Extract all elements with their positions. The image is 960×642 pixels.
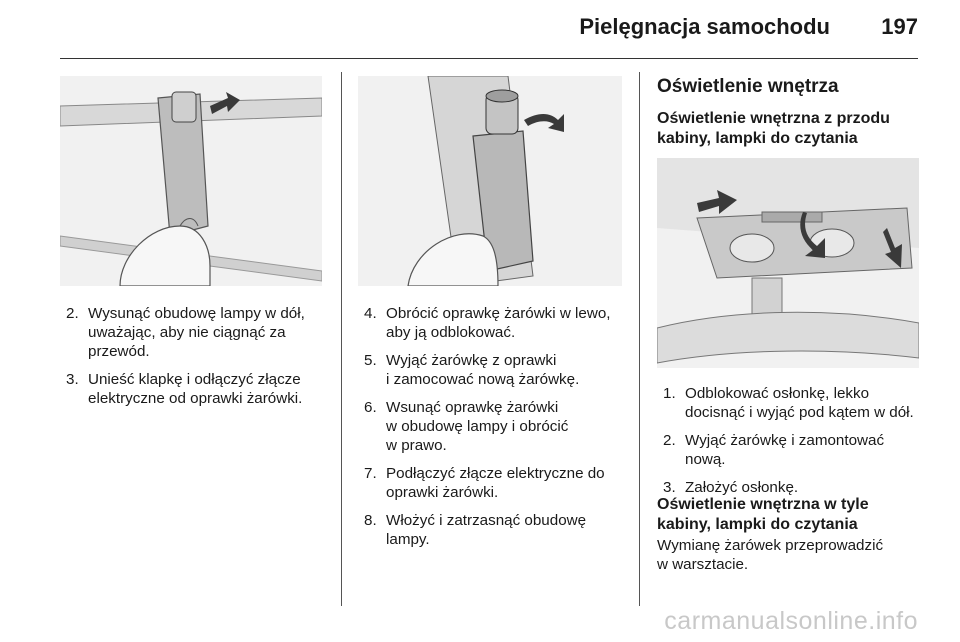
step-text-line: Podłączyć złącze elektryczne do	[386, 465, 605, 482]
step-text-line: Wyjąć żarówkę z oprawki	[386, 352, 557, 369]
step-number: 3.	[66, 371, 79, 388]
step-text-line: w obudowę lampy i obrócić	[386, 418, 569, 435]
step-item	[358, 511, 640, 549]
step-number: 4.	[364, 305, 377, 322]
step-item	[358, 351, 640, 389]
step-text-line: Wsunąć oprawkę żarówki	[386, 399, 559, 416]
step-item	[657, 431, 947, 469]
rear-lights-text	[657, 536, 883, 574]
step-number: 6.	[364, 399, 377, 416]
step-text-line: Włożyć i zatrzasnąć obudowę	[386, 512, 587, 529]
step-item	[60, 304, 342, 361]
step-item	[657, 384, 947, 422]
step-number: 2.	[66, 305, 79, 322]
step-number: 8.	[364, 512, 377, 529]
step-text-line: Założyć osłonkę.	[685, 479, 799, 496]
step-text-line: nową.	[685, 451, 726, 468]
step-text-line: Obrócić oprawkę żarówki w lewo,	[386, 305, 611, 322]
step-item	[60, 370, 342, 408]
step-number: 7.	[364, 465, 377, 482]
page-number: 197	[881, 14, 918, 39]
step-item	[358, 398, 640, 455]
text-line: Wymianę żarówek przeprowadzić	[657, 537, 884, 554]
header-divider	[60, 58, 918, 59]
figure-bulb-socket-rotation	[358, 76, 622, 286]
section-title: Oświetlenie wnętrza	[657, 76, 839, 97]
step-item	[358, 464, 640, 502]
step-text-line: i zamocować nową żarówkę.	[386, 371, 580, 388]
heading-line: Oświetlenie wnętrzna w tyle	[657, 496, 869, 513]
figure-lamp-housing-removal	[60, 76, 322, 286]
page-title: Pielęgnacja samochodu	[579, 14, 830, 39]
steps-column-1	[60, 304, 342, 417]
step-text-line: przewód.	[88, 343, 150, 360]
step-text-line: Wyjąć żarówkę i zamontować	[685, 432, 885, 449]
steps-column-3	[657, 384, 947, 506]
steps-column-2	[358, 304, 640, 558]
step-text-line: elektryczne od oprawki żarówki.	[88, 390, 303, 407]
step-text-line: uważając, aby nie ciągnąć za	[88, 324, 286, 341]
step-text-line: w prawo.	[386, 437, 447, 454]
step-text-line: aby ją odblokować.	[386, 324, 516, 341]
rear-lights-heading	[657, 495, 869, 535]
text-line: w warsztacie.	[657, 556, 749, 573]
watermark: carmanualsonline.info	[664, 607, 918, 635]
figure-front-interior-light	[657, 158, 919, 368]
step-number: 2.	[663, 432, 676, 449]
step-number: 1.	[663, 385, 676, 402]
step-text-line: Wysunąć obudowę lampy w dół,	[88, 305, 305, 322]
step-number: 5.	[364, 352, 377, 369]
heading-line: kabiny, lampki do czytania	[657, 516, 858, 533]
step-text-line: docisnąć i wyjąć pod kątem w dół.	[685, 404, 914, 421]
step-text-line: Odblokować osłonkę, lekko	[685, 385, 870, 402]
front-lights-heading	[657, 109, 890, 149]
step-item	[358, 304, 640, 342]
step-text-line: Unieść klapkę i odłączyć złącze	[88, 371, 301, 388]
step-text-line: oprawki żarówki.	[386, 484, 499, 501]
step-text-line: lampy.	[386, 531, 430, 548]
heading-line: Oświetlenie wnętrzna z przodu	[657, 110, 890, 127]
heading-line: kabiny, lampki do czytania	[657, 130, 858, 147]
step-number: 3.	[663, 479, 676, 496]
